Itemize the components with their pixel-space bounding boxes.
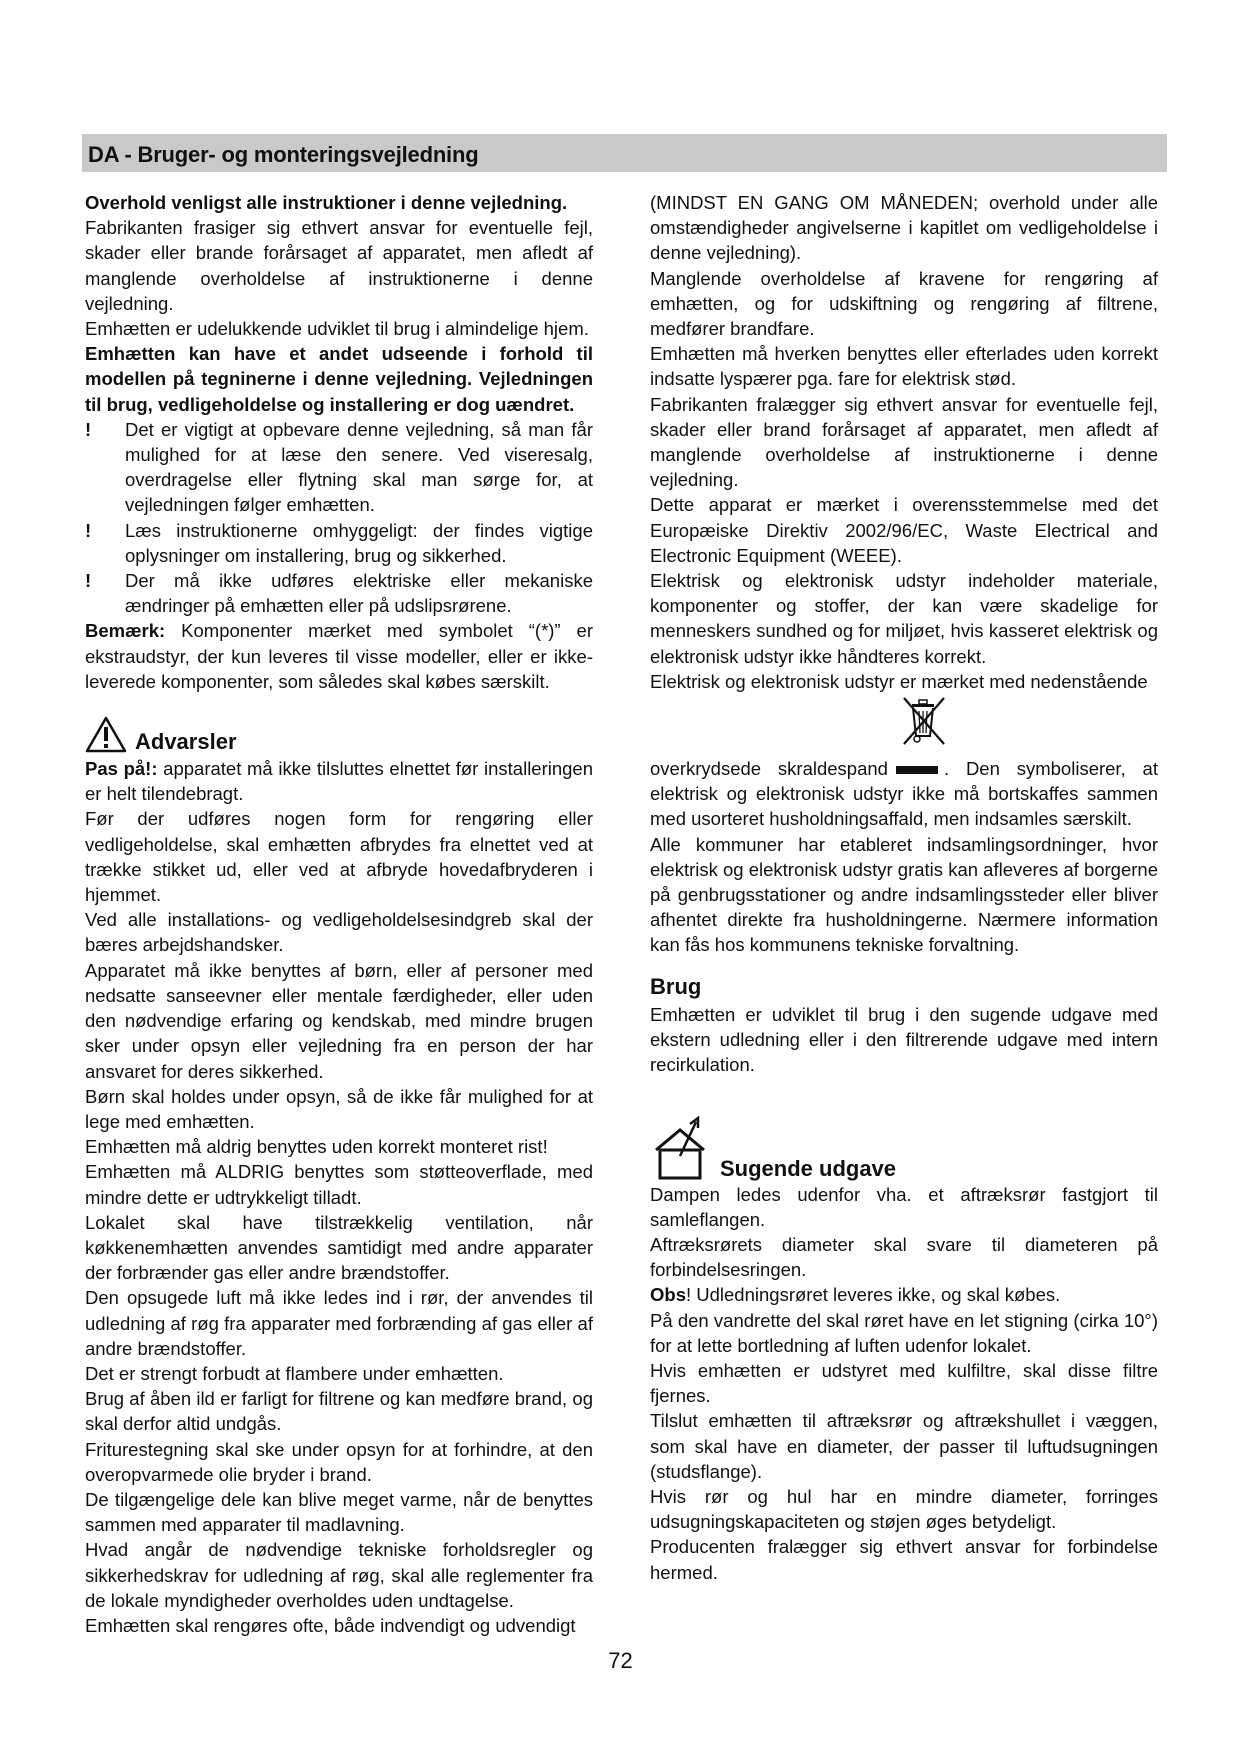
warning-paragraph: Apparatet må ikke benyttes af børn, eller af personer med nedsatte sanseevner eller mentale færdigheder, eller uden den nødvendige erfaring og kendskab, med mindre brugen sker under opsyn eller vejledning fra en person der har ansvaret for deres sikkerhed.	[85, 959, 593, 1082]
obs-paragraph	[650, 1282, 1158, 1307]
warning-paragraph: Børn skal holdes under opsyn, så de ikke får mulighed for at lege med emhætten.	[85, 1085, 593, 1132]
right-column	[650, 190, 1158, 1585]
warnings-title: Advarsler	[135, 728, 237, 754]
bullet-text: Der må ikke udføres elektriske eller mekaniske ændringer på emhætten eller på udslipsrørene.	[125, 570, 593, 617]
bullet-item	[85, 568, 593, 618]
warning-paragraph: Lokalet skal have tilstrækkelig ventilation, når køkkenemhætten anvendes samtidigt med andre apparater der forbrænder gas eller andre brændstoffer.	[85, 1211, 593, 1284]
section-header-bar	[82, 134, 1167, 172]
page-number: 72	[608, 1648, 633, 1673]
intro-bold-note: Emhætten kan have et andet udseende i forhold til modellen på tegninerne i denne vejledning. Vejledningen til brug, vedligeholdelse og installering er dog uændret.	[85, 343, 593, 415]
warning-paragraph: Hvad angår de nødvendige tekniske forholdsregler og sikkerhedskrav for udledning af røg, skal alle reglementer fra de lokale myndigheder overholdes uden undtagelse.	[85, 1539, 593, 1611]
usage-title: Brug	[650, 973, 702, 999]
ducted-paragraph: Producenten fralægger sig ethvert ansvar for forbindelse hermed.	[650, 1536, 1158, 1583]
warnings-heading	[85, 710, 593, 754]
usage-heading	[650, 974, 1158, 1000]
exclamation-mark: !	[85, 570, 92, 592]
bullet-item	[85, 417, 593, 518]
warning-paragraph: Emhætten skal rengøres ofte, både indvendigt og udvendigt	[85, 1614, 576, 1636]
ducted-paragraph: Hvis emhætten er udstyret med kulfiltre, skal disse filtre fjernes.	[650, 1359, 1158, 1407]
warning-paragraph: Før der udføres nogen form for rengøring eller vedligeholdelse, skal emhætten afbrydes fra elnettet ved at trække stikket ud, eller ved at afbryde hovedafbryderen i hjemmet.	[85, 808, 593, 906]
note-label: Bemærk:	[85, 620, 166, 642]
ducted-version-title: Sugende udgave	[720, 1156, 897, 1182]
ducted-paragraph: På den vandrette del skal røret have en let stigning (cirka 10°) for at lette bortledning af luften udenfor lokalet.	[650, 1309, 1158, 1356]
intro-bold: Overhold venligst alle instruktioner i denne vejledning.	[85, 192, 568, 213]
warning-paragraph: Friturestegning skal ske under opsyn for at forhindre, at den overopvarmede olie bryder i brand.	[85, 1438, 593, 1485]
note-paragraph	[85, 618, 593, 694]
paragraph: Elektrisk og elektronisk udstyr indeholder materiale, komponenter og stoffer, der kan være skadelige for menneskers sundhed og for miljøet, hvis kasseret elektrisk og elektronisk udstyr ikke håndteres korrekt.	[650, 570, 1158, 667]
crossed-out-bin-icon	[898, 694, 950, 750]
note-text: Komponenter mærket med symbolet “(*)” er ekstraudstyr, der kun leveres til visse modeller, eller er ikke-leverede komponenter, som således skal købes særskilt.	[85, 620, 593, 692]
warning-paragraph: Den opsugede luft må ikke ledes ind i rør, der anvendes til udledning af røg fra apparater med forbrænding af gas eller af andre brændstoffer.	[85, 1287, 593, 1359]
obs-label: Obs	[650, 1284, 686, 1306]
ducted-paragraph: Tilslut emhætten til aftræksrør og aftrækshullet i væggen, som skal have en diameter, der passer til luftudsugningen (studsflange).	[650, 1410, 1158, 1482]
intro-paragraph: Emhætten er udelukkende udviklet til brug i almindelige hjem.	[85, 318, 589, 340]
paragraph: Dette apparat er mærket i overensstemmelse med det Europæiske Direktiv 2002/96/EC, Waste Electrical and Electronic Equipment (WEEE).	[650, 494, 1158, 566]
obs-text: ! Udledningsrøret leveres ikke, og skal købes.	[685, 1284, 1061, 1306]
pas-text: apparatet må ikke tilsluttes elnettet før installeringen er helt tilendebragt.	[85, 758, 594, 805]
ducted-paragraph: Aftræksrørets diameter skal svare til diameteren på forbindelsesringen.	[650, 1233, 1158, 1281]
house-vent-icon	[650, 1116, 714, 1182]
pas-paragraph	[85, 756, 593, 806]
paragraph: Emhætten må hverken benyttes eller efterlades uden korrekt indsatte lyspærer pga. fare for elektrisk stød.	[650, 343, 1158, 390]
section-title: DA - Bruger- og monteringsvejledning	[88, 142, 479, 167]
bullet-text: Læs instruktionerne omhyggeligt: der findes vigtige oplysninger om installering, brug og sikkerhed.	[125, 519, 593, 566]
weee-text-a: overkrydsede skraldespand	[650, 758, 888, 780]
pas-label: Pas på!:	[85, 758, 158, 780]
ducted-paragraph: Dampen ledes udenfor vha. et aftræksrør fastgjort til samleflangen.	[650, 1183, 1158, 1230]
paragraph: Manglende overholdelse af kravene for rengøring af emhætten, og for udskiftning og rengøring af filtrene, medfører brandfare.	[650, 267, 1158, 340]
intro-paragraph: Fabrikanten frasiger sig ethvert ansvar for eventuelle fejl, skader eller brande forårsaget af apparatet, men afledt af manglende overholdelse af instruktionerne i denne vejledning.	[85, 217, 593, 314]
left-column	[85, 190, 593, 1638]
warning-triangle-icon	[85, 716, 127, 754]
weee-text-b: . Den symboliserer, at elektrisk og elektronisk udstyr ikke må bortskaffes sammen med usorteret husholdningsaffald, men indsamles særskilt.	[650, 758, 1158, 830]
warning-paragraph: Emhætten må ALDRIG benyttes som støtteoverflade, med mindre dette er udtrykkeligt tilladt.	[85, 1161, 593, 1208]
bullet-item	[85, 518, 593, 568]
exclamation-mark: !	[85, 418, 92, 440]
warning-paragraph: Ved alle installations- og vedligeholdelsesindgreb skal der bæres arbejdshandsker.	[85, 909, 593, 956]
weee-bar-icon	[896, 766, 938, 774]
warning-paragraph: De tilgængelige dele kan blive meget varme, når de benyttes sammen med apparater til madlavning.	[85, 1488, 593, 1536]
paragraph: Elektrisk og elektronisk udstyr er mærket med nedenstående	[650, 670, 1148, 692]
warning-paragraph: Brug af åben ild er farligt for filtrene og kan medføre brand, og skal derfor altid undgås.	[85, 1388, 593, 1435]
usage-paragraph: Emhætten er udviklet til brug i den sugende udgave med ekstern udledning eller i den filtrerende udgave med intern recirkulation.	[650, 1003, 1158, 1076]
warning-paragraph: Det er strengt forbudt at flambere under emhætten.	[85, 1362, 504, 1384]
weee-symbol-row	[650, 694, 1158, 756]
warning-paragraph: Emhætten må aldrig benyttes uden korrekt monteret rist!	[85, 1136, 548, 1158]
ducted-paragraph: Hvis rør og hul har en mindre diameter, forringes udsugningskapaciteten og støjen øges betydeligt.	[650, 1485, 1158, 1533]
bullet-text: Det er vigtigt at opbevare denne vejledning, så man får mulighed for at læse den senere. Ved viseresalg, overdragelse eller flytning skal man sørge for, at vejledningen følger emhætten.	[125, 418, 593, 516]
paragraph: Alle kommuner har etableret indsamlingsordninger, hvor elektrisk og elektronisk udstyr gratis kan afleveres af borgerne på genbrugsstationer og andre indsamlingssteder eller bliver afhentet direkte fra husholdningerne. Nærmere information kan fås hos kommunens tekniske forvaltning.	[650, 833, 1158, 956]
ducted-version-heading	[650, 1112, 1158, 1182]
paragraph: Fabrikanten fralægger sig ethvert ansvar for eventuelle fejl, skader eller brand forårsaget af apparatet, men afledt af manglende overholdelse af instruktionerne i denne vejledning.	[650, 393, 1158, 491]
exclamation-mark: !	[85, 519, 92, 541]
weee-paragraph	[650, 756, 1158, 832]
paragraph: (MINDST EN GANG OM MÅNEDEN; overhold under alle omstændigheder angivelserne i kapitlet om vedligeholdelse i denne vejledning).	[650, 192, 1158, 264]
